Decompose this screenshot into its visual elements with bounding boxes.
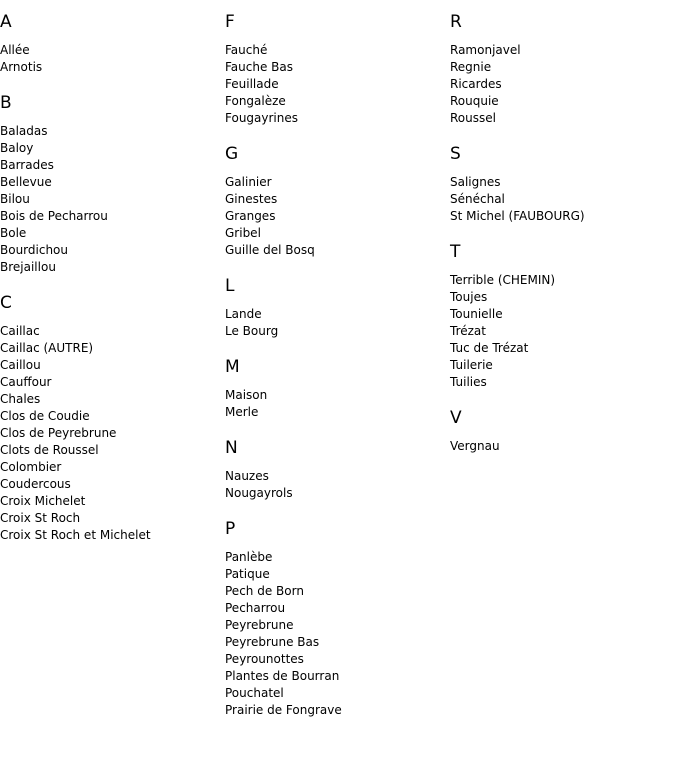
- list-item: [0, 140, 220, 157]
- place-link[interactable]: Roussel: [450, 111, 496, 125]
- list-item: [0, 391, 220, 408]
- list-item: [225, 651, 445, 668]
- place-list: [225, 468, 445, 502]
- letter-group: [0, 293, 220, 544]
- place-link[interactable]: Colombier: [0, 460, 62, 474]
- list-item: [225, 208, 445, 225]
- place-link[interactable]: Croix St Roch: [0, 511, 81, 525]
- list-item: [450, 340, 675, 357]
- place-link[interactable]: Bilou: [0, 192, 30, 206]
- list-item: [225, 59, 445, 76]
- list-item: [225, 174, 445, 191]
- list-item: [450, 289, 675, 306]
- place-link[interactable]: Allée: [0, 43, 30, 57]
- list-item: [0, 225, 220, 242]
- index-column: [450, 0, 675, 455]
- place-link[interactable]: Baladas: [0, 124, 48, 138]
- place-link[interactable]: Galinier: [225, 175, 272, 189]
- list-item: [0, 42, 220, 59]
- list-item: [0, 259, 220, 276]
- place-link[interactable]: Peyrebrune Bas: [225, 635, 320, 649]
- letter-heading: A: [0, 12, 12, 32]
- place-link[interactable]: Trézat: [450, 324, 486, 338]
- letter-group: [0, 93, 220, 276]
- place-link[interactable]: Prairie de Fongrave: [225, 703, 342, 717]
- list-item: [0, 459, 220, 476]
- list-item: [0, 374, 220, 391]
- list-item: [0, 191, 220, 208]
- list-item: [225, 468, 445, 485]
- place-link[interactable]: Chales: [0, 392, 41, 406]
- place-link[interactable]: Ramonjavel: [450, 43, 521, 57]
- list-item: [450, 59, 675, 76]
- letter-heading: S: [450, 144, 461, 164]
- letter-heading: R: [450, 12, 462, 32]
- place-link[interactable]: Coudercous: [0, 477, 71, 491]
- letter-heading: G: [225, 144, 239, 164]
- place-link[interactable]: Nougayrols: [225, 486, 293, 500]
- place-list: [225, 174, 445, 259]
- list-item: [450, 374, 675, 391]
- list-item: [225, 225, 445, 242]
- list-item: [0, 425, 220, 442]
- letter-group: [225, 144, 445, 259]
- list-item: [0, 476, 220, 493]
- place-list: [225, 42, 445, 127]
- letter-group: [225, 12, 445, 127]
- place-link[interactable]: Brejaillou: [0, 260, 56, 274]
- list-item: [450, 438, 675, 455]
- letter-heading: B: [0, 93, 12, 113]
- list-item: [0, 208, 220, 225]
- place-link[interactable]: Salignes: [450, 175, 501, 189]
- letter-heading: C: [0, 293, 12, 313]
- place-link[interactable]: Lande: [225, 307, 262, 321]
- list-item: [225, 76, 445, 93]
- place-link[interactable]: Clots de Roussel: [0, 443, 99, 457]
- list-item: [225, 549, 445, 566]
- list-item: [225, 685, 445, 702]
- place-link[interactable]: Croix St Roch et Michelet: [0, 528, 151, 542]
- place-link[interactable]: Terrible (CHEMIN): [450, 273, 556, 287]
- place-link[interactable]: Fongalèze: [225, 94, 286, 108]
- place-list: [450, 174, 675, 225]
- list-item: [225, 617, 445, 634]
- place-link[interactable]: Panlèbe: [225, 550, 273, 564]
- letter-group: [450, 242, 675, 391]
- place-link[interactable]: Le Bourg: [225, 324, 279, 338]
- place-link[interactable]: Fougayrines: [225, 111, 299, 125]
- list-item: [0, 493, 220, 510]
- list-item: [225, 566, 445, 583]
- list-item: [450, 76, 675, 93]
- list-item: [450, 42, 675, 59]
- place-link[interactable]: Caillou: [0, 358, 41, 372]
- place-link[interactable]: Regnie: [450, 60, 492, 74]
- list-item: [450, 110, 675, 127]
- list-item: [225, 702, 445, 719]
- letter-group: [450, 12, 675, 127]
- place-link[interactable]: Ricardes: [450, 77, 502, 91]
- place-list: [0, 42, 220, 76]
- place-link[interactable]: Croix Michelet: [0, 494, 86, 508]
- list-item: [225, 93, 445, 110]
- list-item: [0, 527, 220, 544]
- list-item: [0, 59, 220, 76]
- list-item: [225, 387, 445, 404]
- place-link[interactable]: Bellevue: [0, 175, 52, 189]
- list-item: [0, 242, 220, 259]
- place-link[interactable]: Peyrounottes: [225, 652, 304, 666]
- list-item: [450, 93, 675, 110]
- list-item: [0, 123, 220, 140]
- list-item: [225, 600, 445, 617]
- list-item: [450, 272, 675, 289]
- index-column: [0, 0, 220, 544]
- place-link[interactable]: Tounielle: [450, 307, 503, 321]
- list-item: [450, 174, 675, 191]
- place-link[interactable]: Toujes: [450, 290, 488, 304]
- place-link[interactable]: Clos de Peyrebrune: [0, 426, 117, 440]
- place-link[interactable]: Fauché: [225, 43, 268, 57]
- place-link[interactable]: Bourdichou: [0, 243, 69, 257]
- place-link[interactable]: Barrades: [0, 158, 54, 172]
- list-item: [0, 442, 220, 459]
- letter-group: [225, 438, 445, 502]
- place-link[interactable]: Plantes de Bourran: [225, 669, 340, 683]
- list-item: [225, 242, 445, 259]
- place-link[interactable]: Baloy: [0, 141, 34, 155]
- letter-heading: P: [225, 519, 236, 539]
- letter-group: [225, 357, 445, 421]
- place-link[interactable]: Vergnau: [450, 439, 500, 453]
- place-link[interactable]: St Michel (FAUBOURG): [450, 209, 585, 223]
- list-item: [450, 357, 675, 374]
- place-list: [225, 387, 445, 421]
- list-item: [0, 340, 220, 357]
- list-item: [225, 485, 445, 502]
- place-link[interactable]: Rouquie: [450, 94, 499, 108]
- list-item: [225, 306, 445, 323]
- letter-heading: T: [450, 242, 461, 262]
- place-link[interactable]: Tuilerie: [450, 358, 493, 372]
- place-link[interactable]: Granges: [225, 209, 276, 223]
- letter-heading: L: [225, 276, 235, 296]
- place-list: [450, 42, 675, 127]
- place-link[interactable]: Pech de Born: [225, 584, 304, 598]
- letter-group: [450, 144, 675, 225]
- list-item: [450, 208, 675, 225]
- place-link[interactable]: Bois de Pecharrou: [0, 209, 108, 223]
- place-link[interactable]: Sénéchal: [450, 192, 505, 206]
- list-item: [0, 157, 220, 174]
- place-link[interactable]: Caillac (AUTRE): [0, 341, 94, 355]
- letter-group: [0, 12, 220, 76]
- letter-heading: M: [225, 357, 240, 377]
- place-link[interactable]: Peyrebrune: [225, 618, 294, 632]
- list-item: [225, 110, 445, 127]
- place-list: [225, 306, 445, 340]
- list-item: [0, 323, 220, 340]
- place-list: [0, 123, 220, 276]
- place-list: [450, 438, 675, 455]
- place-link[interactable]: Merle: [225, 405, 259, 419]
- list-item: [225, 42, 445, 59]
- list-item: [450, 323, 675, 340]
- list-item: [225, 634, 445, 651]
- place-link[interactable]: Tuilies: [450, 375, 487, 389]
- list-item: [0, 510, 220, 527]
- place-link[interactable]: Pouchatel: [225, 686, 284, 700]
- letter-group: [450, 408, 675, 455]
- letter-heading: F: [225, 12, 235, 32]
- letter-group: [225, 276, 445, 340]
- letter-group: [225, 519, 445, 719]
- place-link[interactable]: Caillac: [0, 324, 40, 338]
- list-item: [450, 191, 675, 208]
- list-item: [225, 323, 445, 340]
- place-link[interactable]: Feuillade: [225, 77, 279, 91]
- place-link[interactable]: Fauche Bas: [225, 60, 293, 74]
- place-link[interactable]: Tuc de Trézat: [450, 341, 529, 355]
- place-list: [225, 549, 445, 719]
- list-item: [225, 191, 445, 208]
- list-item: [225, 404, 445, 421]
- place-link[interactable]: Pecharrou: [225, 601, 286, 615]
- place-link[interactable]: Nauzes: [225, 469, 269, 483]
- letter-heading: V: [450, 408, 462, 428]
- list-item: [0, 408, 220, 425]
- place-link[interactable]: Bole: [0, 226, 27, 240]
- place-link[interactable]: Clos de Coudie: [0, 409, 90, 423]
- list-item: [0, 357, 220, 374]
- place-list: [450, 272, 675, 391]
- list-item: [0, 174, 220, 191]
- place-link[interactable]: Arnotis: [0, 60, 43, 74]
- letter-heading: N: [225, 438, 238, 458]
- place-list: [0, 323, 220, 544]
- list-item: [225, 668, 445, 685]
- place-link[interactable]: Cauffour: [0, 375, 52, 389]
- list-item: [450, 306, 675, 323]
- place-link[interactable]: Guille del Bosq: [225, 243, 315, 257]
- place-link[interactable]: Maison: [225, 388, 268, 402]
- index-column: [225, 0, 445, 719]
- place-link[interactable]: Ginestes: [225, 192, 278, 206]
- list-item: [225, 583, 445, 600]
- place-link[interactable]: Gribel: [225, 226, 261, 240]
- place-link[interactable]: Patique: [225, 567, 270, 581]
